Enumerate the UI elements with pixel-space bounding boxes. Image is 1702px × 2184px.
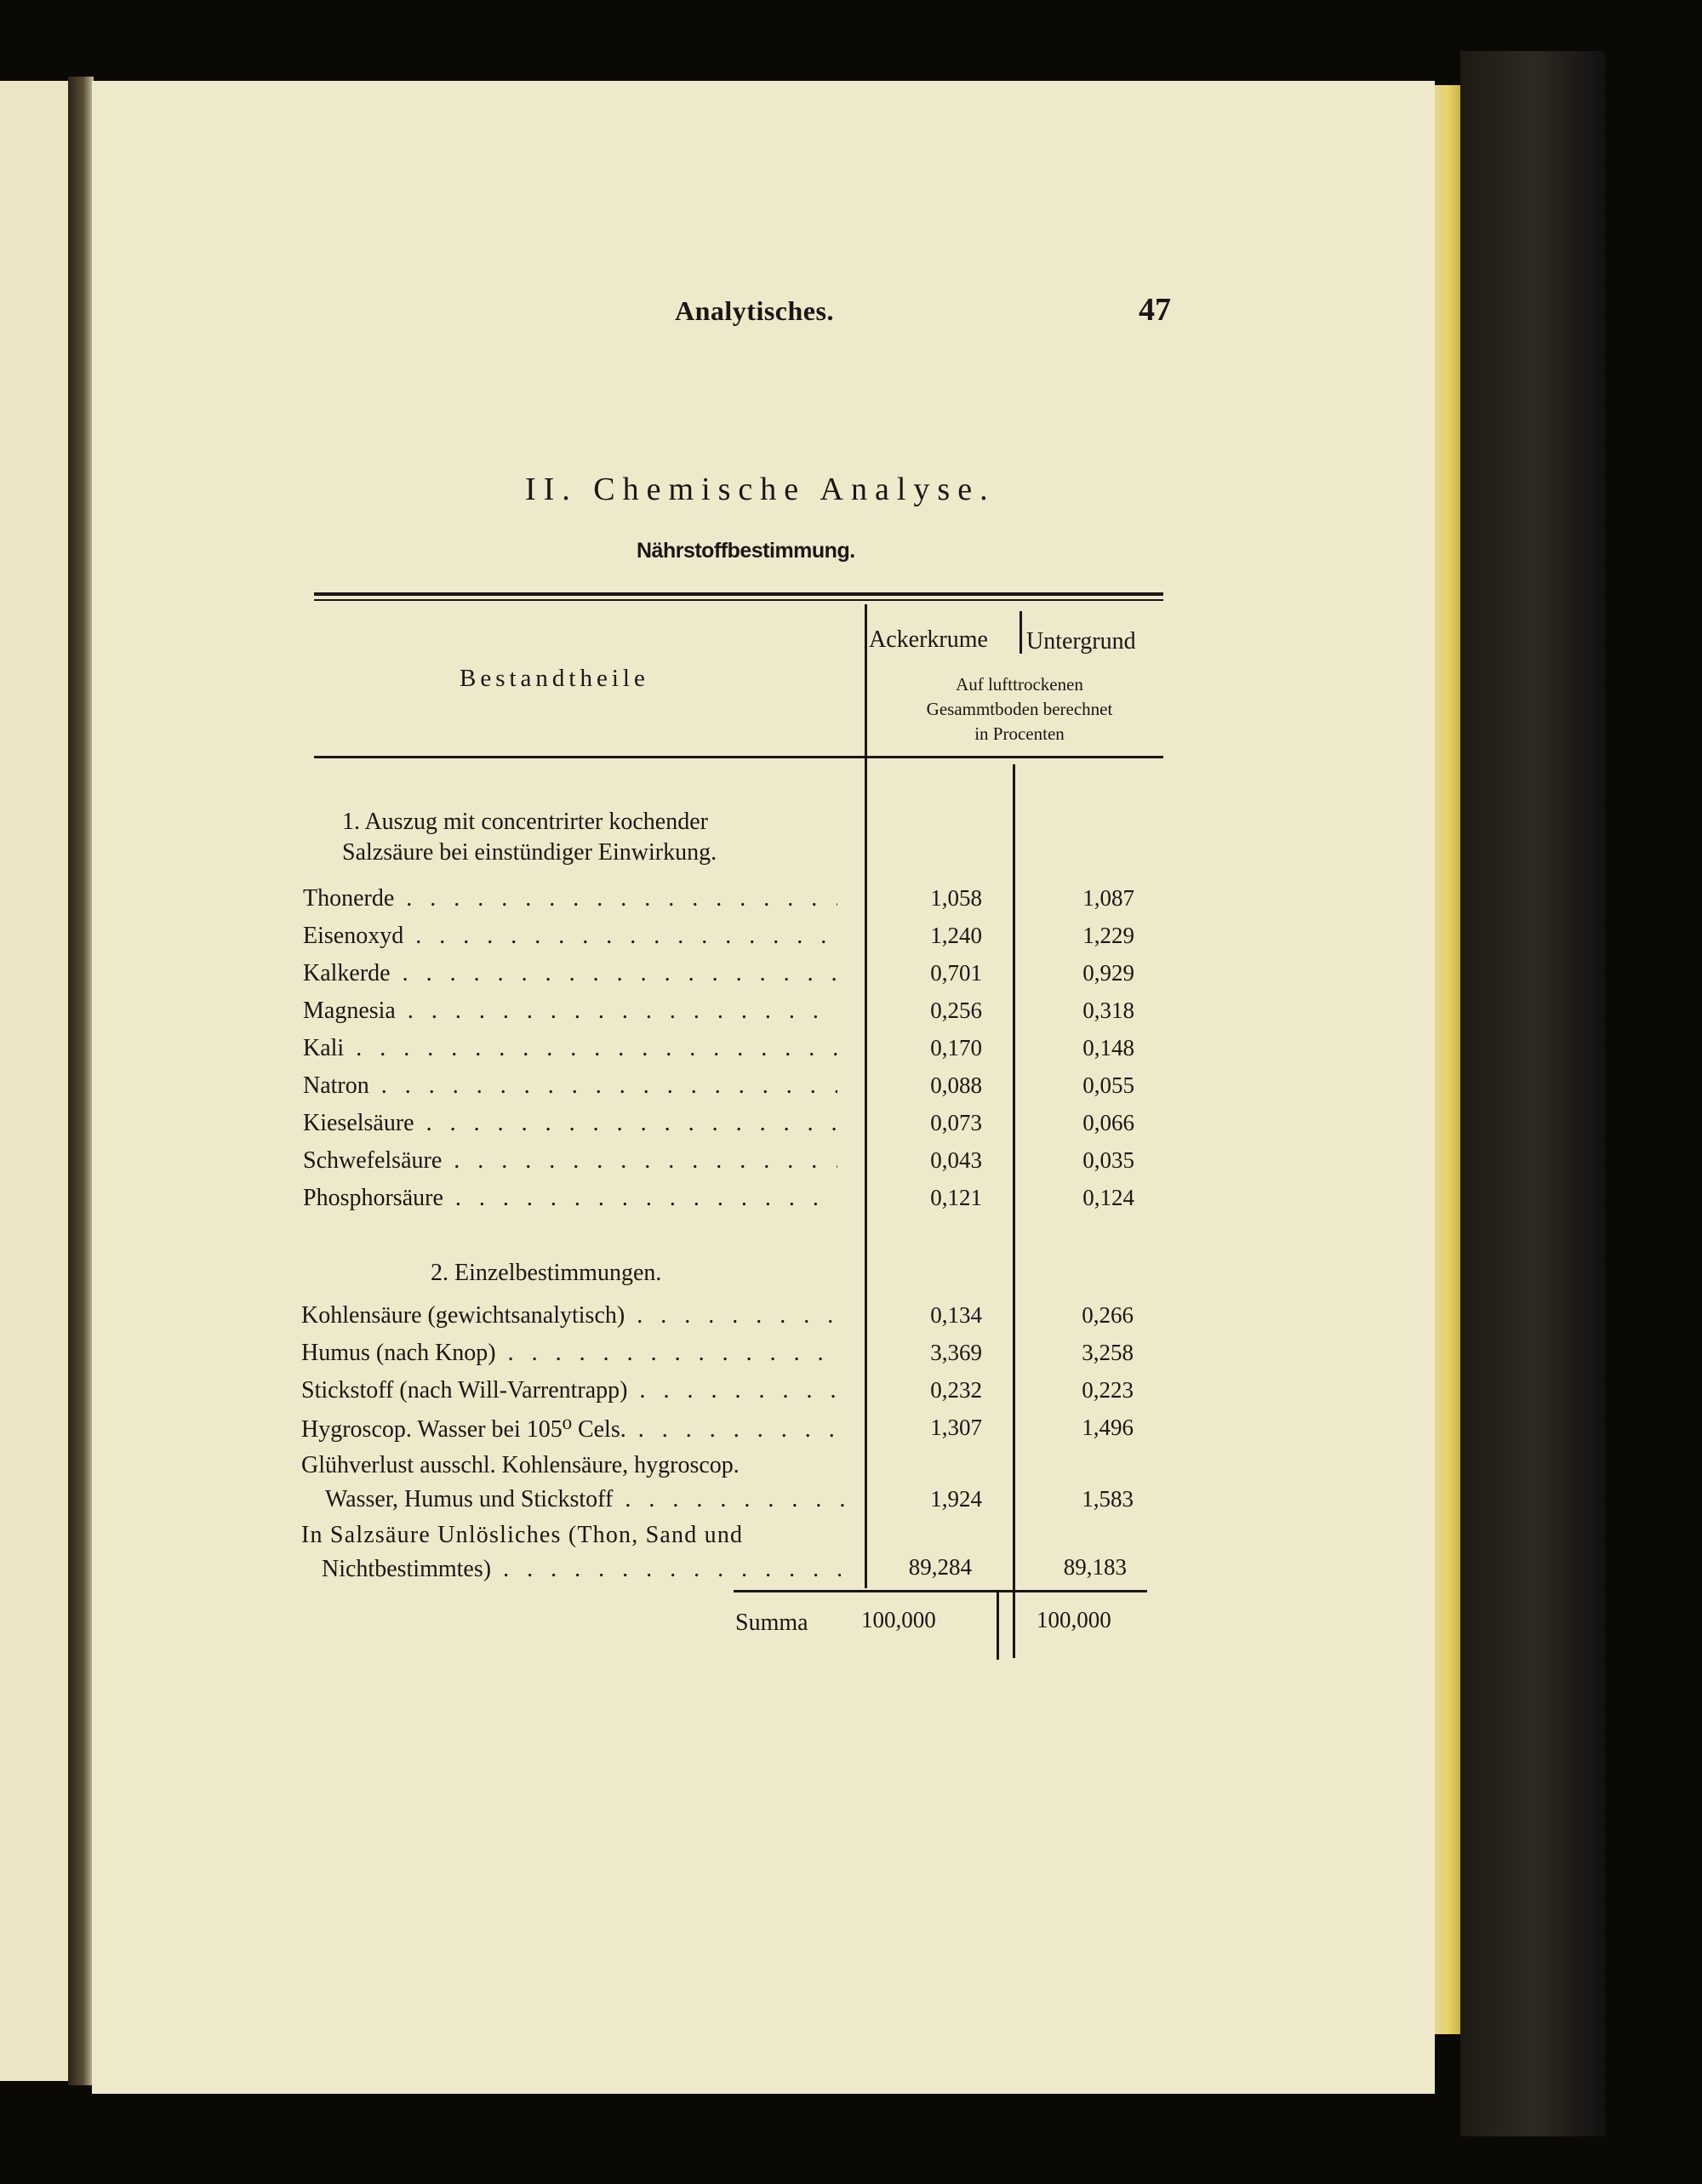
col-header-untergrund: Untergrund	[1026, 628, 1136, 655]
value-untergrund: 0,066	[1082, 1110, 1134, 1135]
value-untergrund: 89,183	[1063, 1554, 1127, 1580]
table-row	[301, 1302, 1152, 1333]
note-line: Gesammtboden berechnet	[926, 699, 1113, 719]
row-label-line1: Glühverlust ausschl. Kohlensäure, hygroscop.	[301, 1452, 740, 1478]
summa-label: Summa	[735, 1609, 808, 1636]
value-untergrund: 1,087	[1082, 885, 1134, 911]
value-ackerkrume: 1,924	[930, 1486, 982, 1512]
table-row	[303, 960, 1154, 991]
column-divider-summa	[997, 1592, 999, 1660]
left-page-edge	[0, 81, 71, 2081]
book-cover	[1460, 51, 1605, 2136]
row-label: Kalkerde . . .	[303, 960, 837, 987]
note-line: Auf lufttrockenen	[956, 674, 1083, 695]
page-stack-edge	[1435, 85, 1460, 2034]
header-bottom-rule	[314, 756, 1163, 758]
note-line: in Procenten	[974, 723, 1065, 744]
row-label: Kohlensäure (gewichtsanalytisch) . . .	[301, 1302, 836, 1329]
value-ackerkrume: 0,701	[930, 960, 982, 986]
row-label-line1: In Salzsäure Unlösliches (Thon, Sand und	[301, 1522, 744, 1548]
table-row	[303, 885, 1154, 916]
table-row	[303, 1035, 1154, 1066]
value-ackerkrume: 0,043	[930, 1147, 982, 1173]
value-ackerkrume: 0,134	[930, 1302, 982, 1328]
value-untergrund: 0,035	[1082, 1147, 1134, 1173]
row-label: Humus (nach Knop) . . .	[301, 1340, 836, 1367]
row-label-line2: Nichtbestimmtes) . . .	[322, 1556, 841, 1583]
group2-heading: 2. Einzelbestimmungen.	[431, 1260, 662, 1286]
value-ackerkrume: 0,232	[930, 1377, 982, 1403]
group1-heading	[342, 807, 717, 868]
column-divider-2	[1019, 611, 1022, 654]
running-head: Analytisches.	[675, 295, 834, 326]
table-row	[303, 1110, 1154, 1141]
value-ackerkrume: 0,088	[930, 1072, 982, 1098]
value-untergrund: 0,055	[1082, 1072, 1134, 1098]
value-ackerkrume: 0,121	[930, 1185, 982, 1210]
table-row	[303, 998, 1154, 1028]
section-title: II. Chemische Analyse.	[525, 472, 996, 507]
value-ackerkrume: 3,369	[930, 1340, 982, 1365]
summa-ackerkrume: 100,000	[861, 1607, 936, 1632]
table-top-rule	[314, 592, 1163, 596]
table-row	[303, 1147, 1154, 1178]
value-untergrund: 1,229	[1082, 923, 1134, 948]
row-label: Natron . . .	[303, 1072, 837, 1100]
table-top-rule-thin	[314, 599, 1163, 601]
table-row	[301, 1415, 1152, 1445]
table-row	[303, 1185, 1154, 1215]
row-label: Stickstoff (nach Will-Varrentrapp) . . .	[301, 1377, 836, 1404]
row-label: Thonerde . . .	[303, 885, 837, 912]
row-label: Schwefelsäure . . .	[303, 1147, 837, 1175]
table-row	[303, 923, 1154, 953]
col-header-note	[858, 672, 1181, 746]
row-label: Phosphorsäure . . .	[303, 1185, 837, 1212]
value-untergrund: 1,496	[1082, 1415, 1134, 1440]
col-header-ackerkrume: Ackerkrume	[869, 626, 988, 653]
value-untergrund: 3,258	[1082, 1340, 1134, 1365]
row-label: Kali . . .	[303, 1035, 837, 1062]
row-header-label: Bestandtheile	[460, 665, 649, 692]
summa-untergrund: 100,000	[1037, 1607, 1111, 1632]
value-ackerkrume: 0,170	[930, 1035, 982, 1061]
page-number: 47	[1139, 292, 1171, 328]
value-untergrund: 0,223	[1082, 1377, 1134, 1403]
value-untergrund: 1,583	[1082, 1486, 1134, 1512]
row-label: Eisenoxyd . . .	[303, 923, 837, 950]
value-ackerkrume: 1,240	[930, 923, 982, 948]
group1-heading-line: 1. Auszug mit concentrirter kochender	[342, 809, 708, 835]
value-ackerkrume: 1,307	[930, 1415, 982, 1440]
row-label-line2: Wasser, Humus und Stickstoff . . .	[325, 1486, 844, 1513]
value-ackerkrume: 89,284	[908, 1554, 972, 1580]
row-label: Magnesia . . .	[303, 998, 837, 1025]
value-untergrund: 0,266	[1082, 1302, 1134, 1328]
value-untergrund: 0,929	[1082, 960, 1134, 986]
group1-heading-line: Salzsäure bei einstündiger Einwirkung.	[342, 839, 717, 866]
book-gutter	[68, 77, 94, 2085]
summa-rule	[734, 1590, 1147, 1592]
value-ackerkrume: 0,256	[930, 998, 982, 1023]
value-untergrund: 0,318	[1082, 998, 1134, 1023]
table-row	[301, 1377, 1152, 1408]
row-label: Hygroscop. Wasser bei 105⁰ Cels. . . .	[301, 1415, 836, 1444]
subtitle: Nährstoffbestimmung.	[637, 539, 855, 563]
table-row	[303, 1072, 1154, 1103]
value-untergrund: 0,148	[1082, 1035, 1134, 1061]
value-ackerkrume: 0,073	[930, 1110, 982, 1135]
row-label: Kieselsäure . . .	[303, 1110, 837, 1137]
value-ackerkrume: 1,058	[930, 885, 982, 911]
value-untergrund: 0,124	[1082, 1185, 1134, 1210]
table-row	[301, 1340, 1152, 1370]
